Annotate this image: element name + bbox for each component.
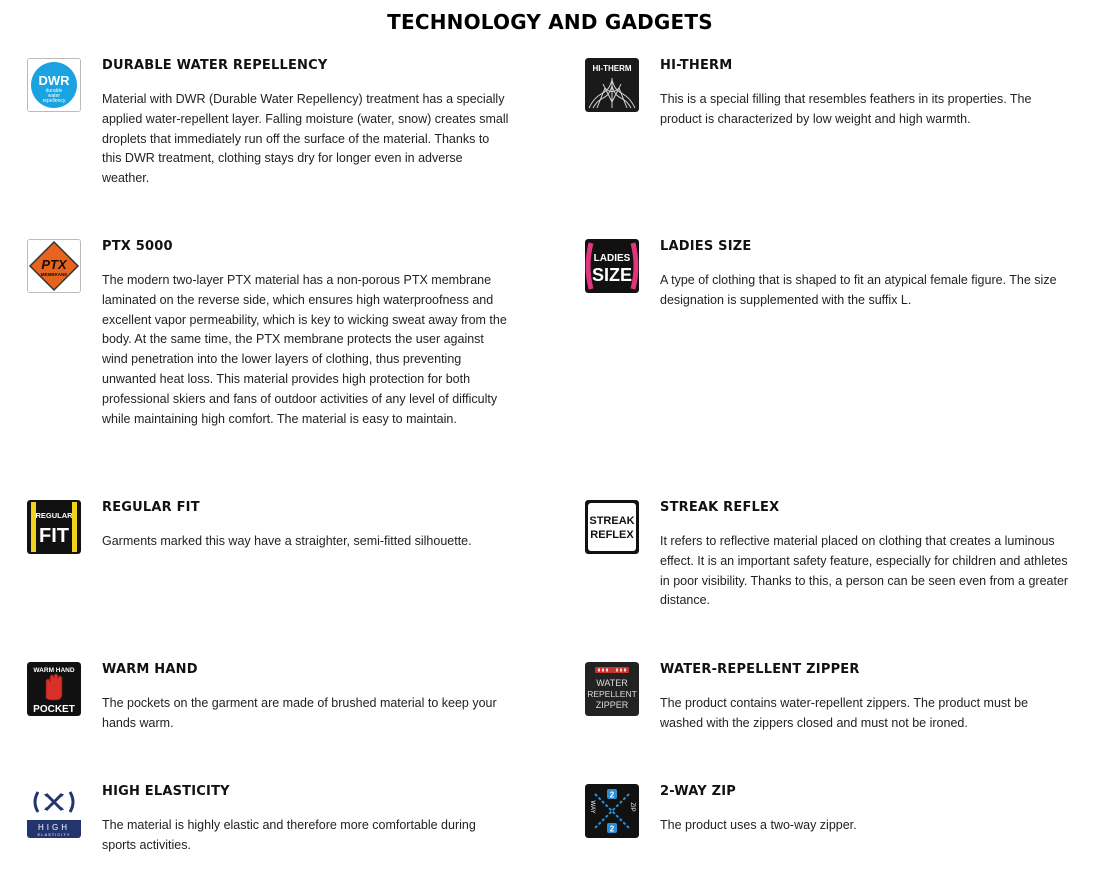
svg-text:SIZE: SIZE — [591, 265, 633, 285]
feature-description: It refers to reflective material placed on clothing that creates a luminous effect. It is an important safety feature, especially for children and athletes in poor visibility. Thanks to this, a person can be seen even from a greater distance. — [660, 534, 1069, 608]
ladies-size-icon — [585, 239, 639, 293]
hi-therm-icon — [585, 58, 639, 112]
svg-text:HIGH: HIGH — [38, 823, 70, 832]
svg-text:POCKET: POCKET — [33, 704, 75, 715]
svg-text:WARM HAND: WARM HAND — [33, 667, 75, 674]
svg-text:WATER: WATER — [596, 678, 628, 688]
feature-description: The material is highly elastic and therefore more comfortable during sports activities. — [102, 818, 476, 852]
svg-text:STREAK: STREAK — [589, 515, 635, 527]
svg-text:water: water — [47, 93, 61, 99]
feature-description: The modern two-layer PTX material has a non-porous PTX membrane laminated on the reverse side, which ensures high waterproofness and excellent vapor permeability, which is key to wicking sweat away from the body. At the same time, the PTX membrane protects the user against wind penetration into the lower layers of clothing, thus preventing unwanted heat loss. This material provides high protection for both professional skiers and fans of outdoor activities of any level of difficulty while maintaining high comfort. The material is easy to maintain. — [102, 273, 507, 426]
svg-text:2: 2 — [609, 790, 615, 800]
streak-reflex-icon — [585, 500, 639, 554]
svg-text:REFLEX: REFLEX — [590, 529, 634, 541]
svg-text:repellency: repellency — [42, 98, 66, 104]
feature-title: DURABLE WATER REPELLENCY — [102, 58, 328, 73]
svg-text:REPELLENT: REPELLENT — [587, 689, 637, 699]
svg-text:REGULAR: REGULAR — [35, 511, 73, 520]
feature-description: This is a special filling that resembles feathers in its properties. The product is characterized by low weight and high warmth. — [660, 92, 1032, 126]
svg-text:durable: durable — [45, 88, 63, 94]
feature-title: 2-WAY ZIP — [660, 784, 736, 799]
svg-text:ELASTICITY: ELASTICITY — [37, 832, 71, 837]
svg-text:FIT: FIT — [39, 525, 69, 547]
feature-title: REGULAR FIT — [102, 500, 200, 515]
water-repellent-zipper-icon — [585, 662, 639, 716]
svg-text:HI-THERM: HI-THERM — [592, 64, 632, 73]
svg-text:WAY: WAY — [589, 800, 595, 814]
feature-description: The product contains water-repellent zippers. The product must be washed with the zippers closed and must not be ironed. — [660, 696, 1029, 730]
feature-title: WATER-REPELLENT ZIPPER — [660, 662, 860, 677]
svg-text:ZIP: ZIP — [629, 802, 635, 812]
feature-description: The pockets on the garment are made of brushed material to keep your hands warm. — [102, 696, 497, 730]
warm-hand-pocket-icon — [27, 662, 81, 716]
feature-title: PTX 5000 — [102, 239, 173, 254]
feature-description: The product uses a two-way zipper. — [660, 818, 857, 832]
feature-description: Material with DWR (Durable Water Repellency) treatment has a specially applied water-repellent layer. Falling moisture (water, snow) creates small droplets that immediately run off the surface of the material. Thanks to this DWR treatment, clothing stays dry for longer even in adverse weather. — [102, 92, 509, 186]
two-way-zip-icon — [585, 784, 639, 838]
feature-title: STREAK REFLEX — [660, 500, 780, 515]
feature-description: Garments marked this way have a straighter, semi-fitted silhouette. — [102, 534, 472, 548]
feature-title: HI-THERM — [660, 58, 733, 73]
feature-title: HIGH ELASTICITY — [102, 784, 230, 799]
svg-text:ZIPPER: ZIPPER — [595, 700, 629, 710]
feature-title: LADIES SIZE — [660, 239, 752, 254]
svg-text:2: 2 — [609, 824, 615, 834]
ptx-membrane-icon — [27, 239, 81, 293]
regular-fit-icon — [27, 500, 81, 554]
svg-text:DWR: DWR — [38, 73, 70, 88]
high-elasticity-icon — [27, 784, 81, 838]
svg-text:PTX: PTX — [41, 257, 67, 272]
feature-description: A type of clothing that is shaped to fit an atypical female figure. The size designation is supplemented with the suffix L. — [660, 273, 1057, 307]
svg-text:LADIES: LADIES — [593, 253, 631, 264]
page-title: TECHNOLOGY AND GADGETS — [387, 10, 713, 34]
feature-title: WARM HAND — [102, 662, 198, 677]
svg-text:MEMBRANE: MEMBRANE — [40, 272, 68, 277]
dwr-icon — [27, 58, 81, 112]
